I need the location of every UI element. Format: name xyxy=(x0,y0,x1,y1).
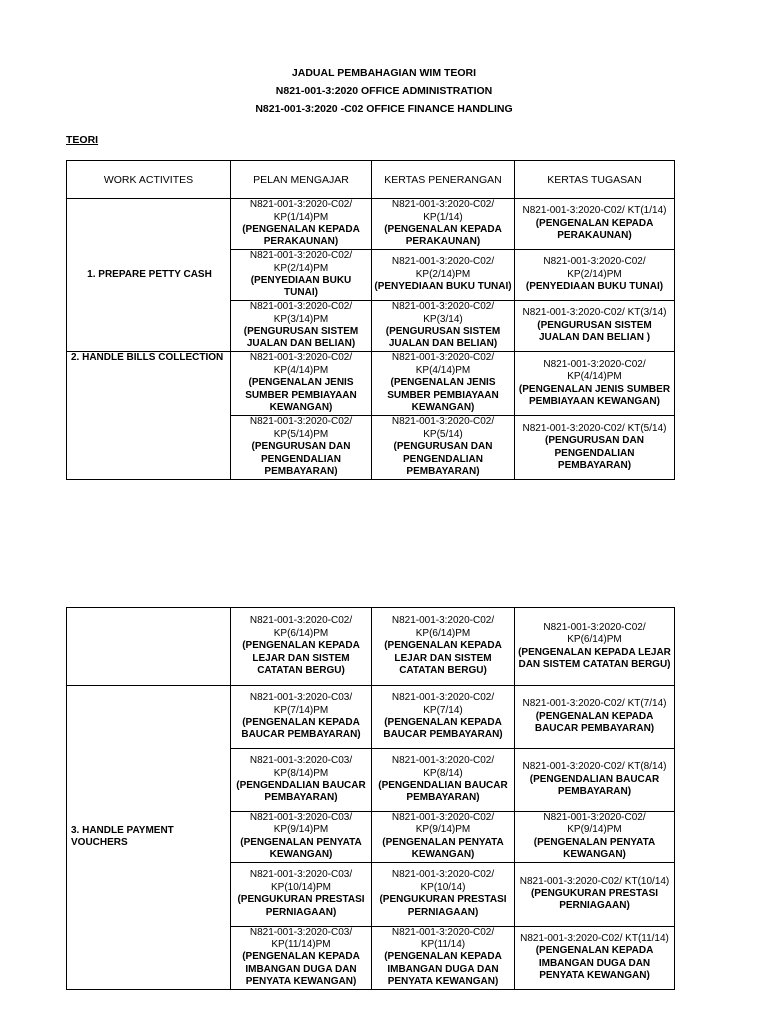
tugasan-cell: N821-001-3:2020-C02/ KT(5/14) (PENGURUSAN DAN PENGENDALIAN PEMBAYARAN) xyxy=(515,416,675,480)
pelan-cell: N821-001-3:2020-C03/ KP(7/14)PM (PENGENALAN KEPADA BAUCAR PEMBAYARAN) xyxy=(231,686,372,749)
pelan-cell: N821-001-3:2020-C03/ KP(11/14)PM (PENGENALAN KEPADA IMBANGAN DUGA DAN PENYATA KEWANGAN) xyxy=(231,926,372,989)
column-header-tugasan: KERTAS TUGASAN xyxy=(515,161,675,199)
penerangan-cell: N821-001-3:2020-C02/ KP(4/14)PM (PENGENALAN JENIS SUMBER PEMBIAYAAN KEWANGAN) xyxy=(372,352,515,416)
column-header-pelan: PELAN MENGAJAR xyxy=(231,161,372,199)
tugasan-cell: N821-001-3:2020-C02/ KP(6/14)PM (PENGENALAN KEPADA LEJAR DAN SISTEM CATATAN BERGU) xyxy=(515,608,675,686)
pelan-cell: N821-001-3:2020-C03/ KP(8/14)PM (PENGENDALIAN BAUCAR PEMBAYARAN) xyxy=(231,749,372,812)
penerangan-cell: N821-001-3:2020-C02/ KP(6/14)PM (PENGENALAN KEPADA LEJAR DAN SISTEM CATATAN BERGU) xyxy=(372,608,515,686)
schedule-table-1 xyxy=(66,160,675,480)
penerangan-cell: N821-001-3:2020-C02/ KP(7/14) (PENGENALAN KEPADA BAUCAR PEMBAYARAN) xyxy=(372,686,515,749)
header-title: JADUAL PEMBAHAGIAN WIM TEORI xyxy=(291,67,477,79)
pelan-cell: N821-001-3:2020-C03/ KP(10/14)PM (PENGUKURAN PRESTASI PERNIAGAAN) xyxy=(231,862,372,926)
pelan-cell: N821-001-3:2020-C03/ KP(9/14)PM (PENGENALAN PENYATA KEWANGAN) xyxy=(231,812,372,863)
activity-cell: 3. HANDLE PAYMENT VOUCHERS xyxy=(67,686,231,990)
tugasan-cell: N821-001-3:2020-C02/ KP(2/14)PM (PENYEDIAAN BUKU TUNAI) xyxy=(515,250,675,301)
penerangan-cell: N821-001-3:2020-C02/ KP(11/14) (PENGENALAN KEPADA IMBANGAN DUGA DAN PENYATA KEWANGAN) xyxy=(372,926,515,989)
table-header-row xyxy=(67,161,675,199)
pelan-cell: N821-001-3:2020-C02/ KP(1/14)PM (PENGENALAN KEPADA PERAKAUNAN) xyxy=(231,199,372,250)
tugasan-cell: N821-001-3:2020-C02/ KT(1/14) (PENGENALAN KEPADA PERAKAUNAN) xyxy=(515,199,675,250)
penerangan-cell: N821-001-3:2020-C02/ KP(2/14)PM (PENYEDIAAN BUKU TUNAI) xyxy=(372,250,515,301)
schedule-table-2 xyxy=(66,607,675,990)
column-header-activities: WORK ACTIVITES xyxy=(67,161,231,199)
penerangan-cell: N821-001-3:2020-C02/ KP(1/14) (PENGENALAN KEPADA PERAKAUNAN) xyxy=(372,199,515,250)
penerangan-cell: N821-001-3:2020-C02/ KP(10/14) (PENGUKURAN PRESTASI PERNIAGAAN) xyxy=(372,862,515,926)
pelan-cell: N821-001-3:2020-C02/ KP(5/14)PM (PENGURUSAN DAN PENGENDALIAN PEMBAYARAN) xyxy=(231,416,372,480)
column-header-penerangan: KERTAS PENERANGAN xyxy=(372,161,515,199)
activity-cell: 2. HANDLE BILLS COLLECTION xyxy=(67,352,231,480)
table-row xyxy=(67,352,675,416)
tugasan-cell: N821-001-3:2020-C02/ KT(8/14) (PENGENDALIAN BAUCAR PEMBAYARAN) xyxy=(515,749,675,812)
header-module: N821-001-3:2020 -C02 OFFICE FINANCE HANDLING xyxy=(255,103,513,115)
tugasan-cell: N821-001-3:2020-C02/ KT(10/14) (PENGUKURAN PRESTASI PERNIAGAAN) xyxy=(515,862,675,926)
penerangan-cell: N821-001-3:2020-C02/ KP(5/14) (PENGURUSAN DAN PENGENDALIAN PEMBAYARAN) xyxy=(372,416,515,480)
tugasan-cell: N821-001-3:2020-C02/ KP(4/14)PM (PENGENALAN JENIS SUMBER PEMBIAYAAN KEWANGAN) xyxy=(515,352,675,416)
tugasan-cell: N821-001-3:2020-C02/ KT(11/14) (PENGENALAN KEPADA IMBANGAN DUGA DAN PENYATA KEWANGAN) xyxy=(515,926,675,989)
activity-cell-empty xyxy=(67,608,231,686)
tugasan-cell: N821-001-3:2020-C02/ KT(3/14) (PENGURUSAN SISTEM JUALAN DAN BELIAN ) xyxy=(515,301,675,352)
pelan-cell: N821-001-3:2020-C02/ KP(6/14)PM (PENGENALAN KEPADA LEJAR DAN SISTEM CATATAN BERGU) xyxy=(231,608,372,686)
table-row xyxy=(67,608,675,686)
table-row xyxy=(67,686,675,749)
pelan-cell: N821-001-3:2020-C02/ KP(3/14)PM (PENGURUSAN SISTEM JUALAN DAN BELIAN) xyxy=(231,301,372,352)
penerangan-cell: N821-001-3:2020-C02/ KP(9/14)PM (PENGENALAN PENYATA KEWANGAN) xyxy=(372,812,515,863)
tugasan-cell: N821-001-3:2020-C02/ KP(9/14)PM (PENGENALAN PENYATA KEWANGAN) xyxy=(515,812,675,863)
penerangan-cell: N821-001-3:2020-C02/ KP(3/14) (PENGURUSAN SISTEM JUALAN DAN BELIAN) xyxy=(372,301,515,352)
activity-cell: 1. PREPARE PETTY CASH xyxy=(67,199,231,352)
table-row xyxy=(67,199,675,250)
section-label: TEORI xyxy=(66,134,99,146)
penerangan-cell: N821-001-3:2020-C02/ KP(8/14) (PENGENDALIAN BAUCAR PEMBAYARAN) xyxy=(372,749,515,812)
document-header xyxy=(0,64,768,118)
tugasan-cell: N821-001-3:2020-C02/ KT(7/14) (PENGENALAN KEPADA BAUCAR PEMBAYARAN) xyxy=(515,686,675,749)
pelan-cell: N821-001-3:2020-C02/ KP(2/14)PM (PENYEDIAAN BUKU TUNAI) xyxy=(231,250,372,301)
header-program: N821-001-3:2020 OFFICE ADMINISTRATION xyxy=(275,85,493,97)
pelan-cell: N821-001-3:2020-C02/ KP(4/14)PM (PENGENALAN JENIS SUMBER PEMBIAYAAN KEWANGAN) xyxy=(231,352,372,416)
